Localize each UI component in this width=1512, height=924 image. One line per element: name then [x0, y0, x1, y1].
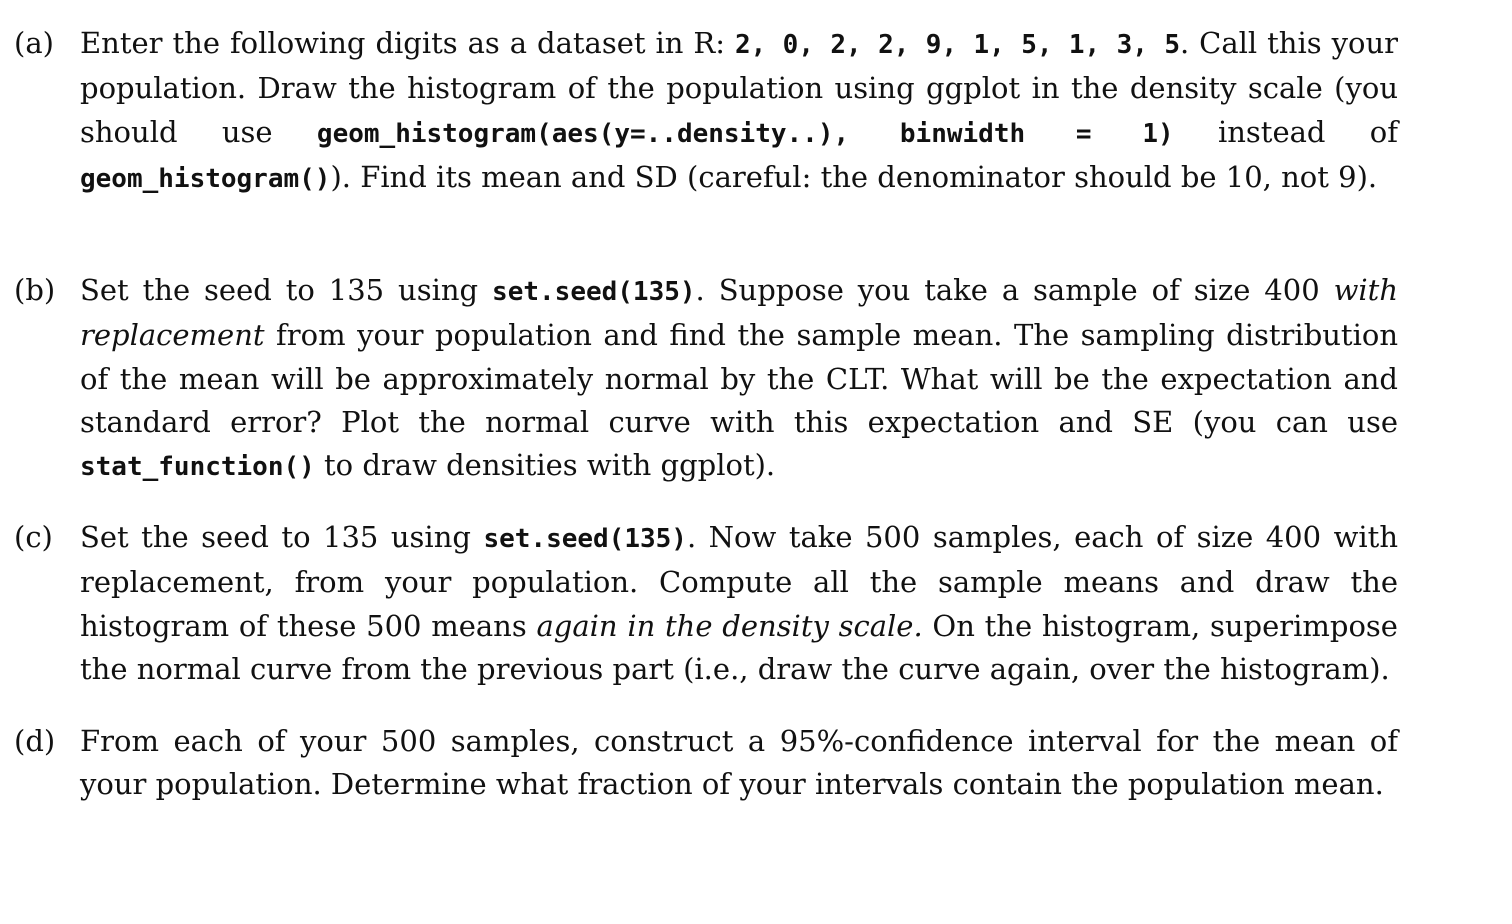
item-text-c — [80, 516, 1398, 691]
italic-density-scale: again in the density scale. — [536, 608, 923, 643]
code-geom-histogram: geom_histogram() — [80, 163, 331, 194]
text-run: From each of your 500 samples, construct a 95%-confidence interval for the mean of your population. Determine what fraction of your intervals contain the population mean. — [80, 724, 1398, 802]
item-label-c: (c) — [14, 520, 53, 554]
item-text-b — [80, 269, 1398, 489]
text-run: instead of — [1173, 114, 1398, 149]
text-run: Set the seed to 135 using — [80, 273, 493, 307]
text-run: Enter the following digits as a dataset in R: — [80, 26, 735, 60]
problem-item-d — [14, 720, 1398, 860]
problem-item-a — [14, 22, 1398, 269]
text-run: to draw densities with ggplot). — [314, 448, 776, 483]
problem-item-c — [14, 516, 1398, 720]
code-stat-function: stat_function() — [80, 452, 315, 483]
text-run: . Now take 500 samples, each of size 400 with replacement, from your population. Compute all the sample means and draw the histogram of these 500 means — [80, 520, 1399, 643]
item-label-a: (a) — [14, 26, 54, 60]
text-run: ). Find its mean and SD (careful: the denominator should be 10, not 9). — [330, 159, 1378, 194]
text-run: . Call this your population. Draw the histogram of the population using ggplot in the density scale (you should use — [80, 26, 1398, 149]
item-label-b: (b) — [14, 273, 56, 307]
text-run: Set the seed to 135 using — [80, 520, 484, 554]
code-set-seed: set.seed(135) — [483, 524, 687, 554]
item-text-a — [80, 22, 1398, 201]
item-label-d: (d) — [14, 724, 56, 758]
italic-with-replacement: with replacement — [80, 273, 1399, 353]
text-run: . Suppose you take a sample of size 400 — [695, 273, 1334, 307]
problem-item-b — [14, 269, 1398, 516]
text-run: from your population and find the sample mean. The sampling distribution of the mean will be approximately normal by the CLT. What will be the expectation and standard error? Plot the normal curve with this expectation and SE (you can use — [80, 318, 1398, 439]
text-run: On the histogram, superimpose the normal curve from the previous part (i.e., draw the curve again, over the histogram). — [80, 608, 1398, 686]
code-digits: 2, 0, 2, 2, 9, 1, 5, 1, 3, 5 — [734, 30, 1180, 60]
problem-list — [14, 22, 1398, 860]
item-text-d — [80, 720, 1398, 807]
code-geom-histogram-density: geom_histogram(aes(y=..density..), binwidth = 1) — [316, 118, 1174, 149]
code-set-seed: set.seed(135) — [492, 277, 696, 307]
